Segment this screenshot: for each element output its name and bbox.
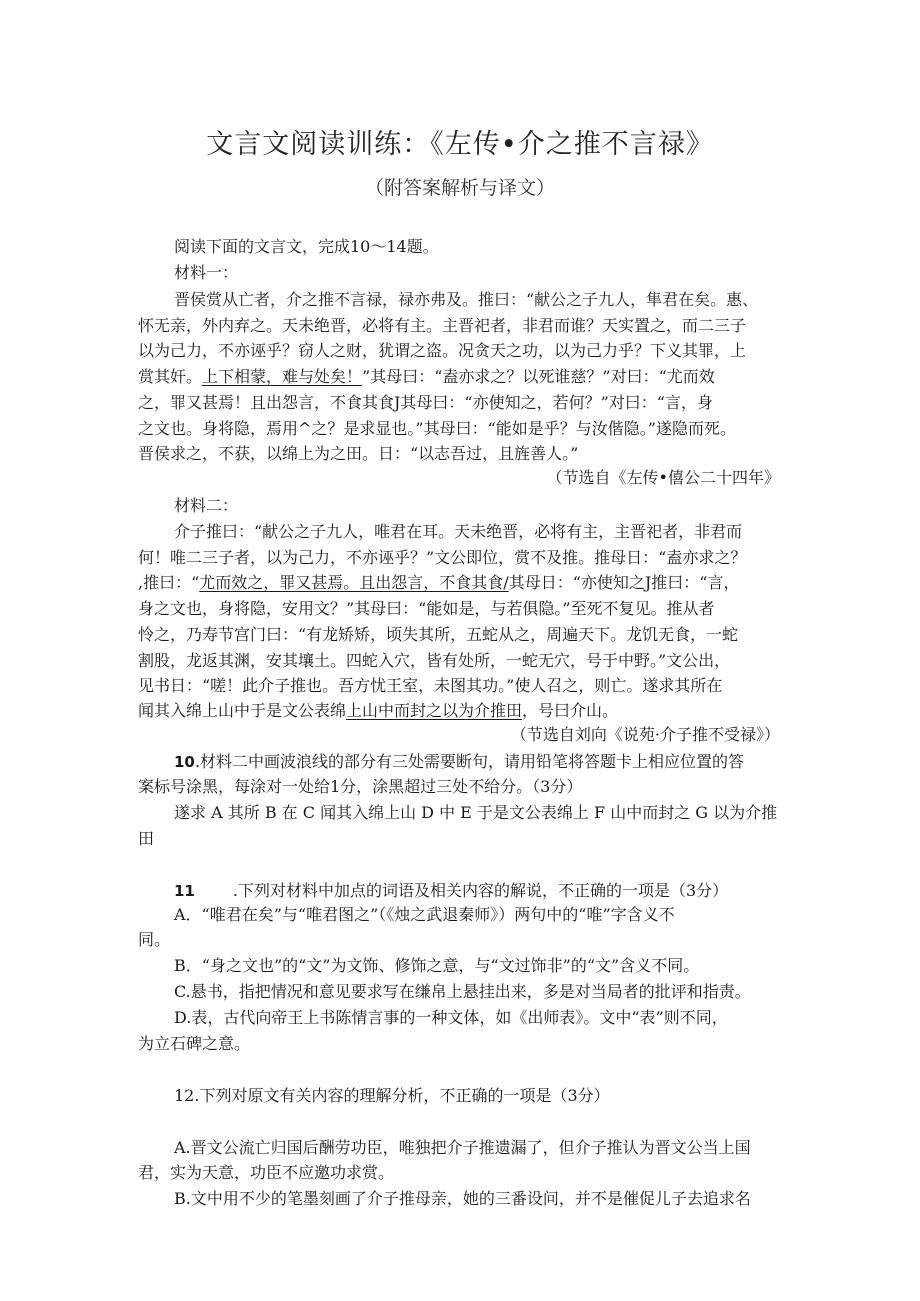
material2-label: 材料二：: [174, 496, 239, 515]
question-number: 10: [174, 753, 195, 771]
option-a-cont: 君，实为天意，功臣不应邀功求赏。: [138, 1163, 395, 1182]
material1-label: 材料一：: [174, 263, 239, 282]
text-segment: 其母日：“亦使知之J推曰：“言，: [508, 573, 740, 592]
question-10-line: 田: [138, 829, 155, 848]
question-text: .下列对材料中加点的词语及相关内容的解说，不正确的一项是（3分）: [232, 881, 729, 900]
material1-line: [138, 367, 715, 387]
question-number: 11: [174, 882, 195, 900]
material1-line: 之文也。身将隐，焉用^之？是求显也。”其母曰：“能如是乎？与汝偕隐。”遂隐而死。: [138, 419, 736, 438]
material1-line: 以为己力，不亦诬乎？窃人之财，犹谓之盗。况贪天之功，以为己力乎？下义其罪，上: [138, 341, 747, 360]
material1-line: 怀无亲，外内弃之。天未绝晋，必将有主。主晋祀者，非君而谁？天实置之，而二三子: [138, 316, 747, 335]
option-a-cont: 同。: [138, 930, 171, 949]
option-a: A.晋文公流亡归国后酬劳功臣，唯独把介子推遗漏了，但介子推认为晋文公当上国: [174, 1138, 751, 1157]
option-c: C.悬书，指把情况和意见要求写在缣帛上悬挂出来，多是对当局者的批评和指责。: [174, 982, 751, 1001]
question-11: [174, 881, 728, 901]
material2-line: 割股，龙返其渊，安其壤土。四蛇入穴，皆有处所，一蛇无穴，号于中野。”文公出，: [138, 651, 731, 670]
material1-line: 晋侯赏从亡者，介之推不言禄，禄亦弗及。推曰：“献公之子九人，隼君在矣。惠、: [174, 290, 759, 309]
question-10: [174, 752, 744, 772]
wavy-underlined-segment: 上山中而封之以为介推田: [346, 701, 523, 720]
material2-line: [138, 701, 618, 721]
material1-source: （节选自《左传•僖公二十四年》: [546, 468, 780, 487]
material2-line: 见书日：“嗟！此介子推也。吾方忧王室，未图其功。”使人召之，则亡。遂求其所在: [138, 676, 723, 695]
text-segment: ,推曰：“: [138, 573, 200, 592]
material2-line: 介子推曰：“献公之子九人，唯君在耳。天未绝晋，必将有主，主晋祀者，非君而: [174, 522, 743, 541]
question-12: 12.下列对原文有关内容的理解分析，不正确的一项是（3分）: [174, 1086, 610, 1105]
material2-source: （节选自刘向《说苑·介子推不受禄》）: [510, 725, 780, 744]
underlined-sentence: 上下相蒙，难与处矣！: [202, 367, 363, 386]
page-title: 文言文阅读训练：《左传•介之推不言禄》: [206, 129, 714, 160]
material1-line: 之，罪又甚焉！且出怨言，不食其食J其母曰：“亦使知之，若何？”对曰：“言，身: [138, 393, 713, 412]
text-segment: 赏其奸。: [138, 367, 203, 386]
option-d-cont: 为立石碑之意。: [138, 1034, 251, 1053]
option-b: B．“身之文也”的“文”为文饰、修饰之意，与“文过饰非”的“文”含义不同。: [174, 956, 700, 975]
text-segment: 闻其入绵上山中于是文公表绵: [138, 701, 347, 720]
option-b: B.文中用不少的笔墨刻画了介子推母亲，她的三番设问，并不是催促儿子去追求名: [174, 1189, 751, 1208]
option-a: A．“唯君在矣”与“唯君图之”（《烛之武退秦师》）两句中的“唯”字含义不: [174, 905, 675, 924]
question-text: .材料二中画波浪线的部分有三处需要断句，请用铅笔将答题卡上相应位置的答: [194, 752, 744, 771]
material1-line: 晋侯求之，不获，以绵上为之田。日：“以志吾过，且旌善人。”: [138, 444, 579, 463]
question-10-options: 遂求 A 其所 B 在 C 闻其入绵上山 D 中 E 于是文公表绵上 F 山中而封之 G 以为介推: [174, 803, 778, 822]
material2-line: 怜之，乃寿节宫门曰：“有龙矫矫，顷失其所，五蛇从之，周遍天下。龙饥无食，一蛇: [138, 625, 739, 644]
underlined-sentence: 尤而效之，罪又甚焉。且出怨言，不食其食/: [199, 573, 509, 592]
material2-line: [138, 573, 739, 593]
intro-text: 阅读下面的文言文，完成10〜14题。: [174, 237, 439, 256]
page-subtitle: （附答案解析与译文）: [364, 177, 555, 199]
material2-line: 身之文也，身将隐，安用文？”其母曰：“能如是，与若俱隐。”至死不复见。推从者: [138, 599, 715, 618]
question-10-line: 案标号涂黑，每涂对一处给1分，涂黑超过三处不给分。（3分）: [138, 777, 583, 796]
text-segment: ”其母曰：“盍亦求之？以死谁慈？”对曰：“尤而效: [362, 367, 715, 386]
material2-line: 何！唯二三子者，以为己力，不亦诬乎？”文公即位，赏不及推。推母日：“盍亦求之？: [138, 548, 747, 567]
option-d: D.表，古代向帝王上书陈情言事的一种文体，如《出师表》。文中“表”则不同，: [174, 1008, 728, 1027]
text-segment: ，号曰介山。: [522, 701, 619, 720]
